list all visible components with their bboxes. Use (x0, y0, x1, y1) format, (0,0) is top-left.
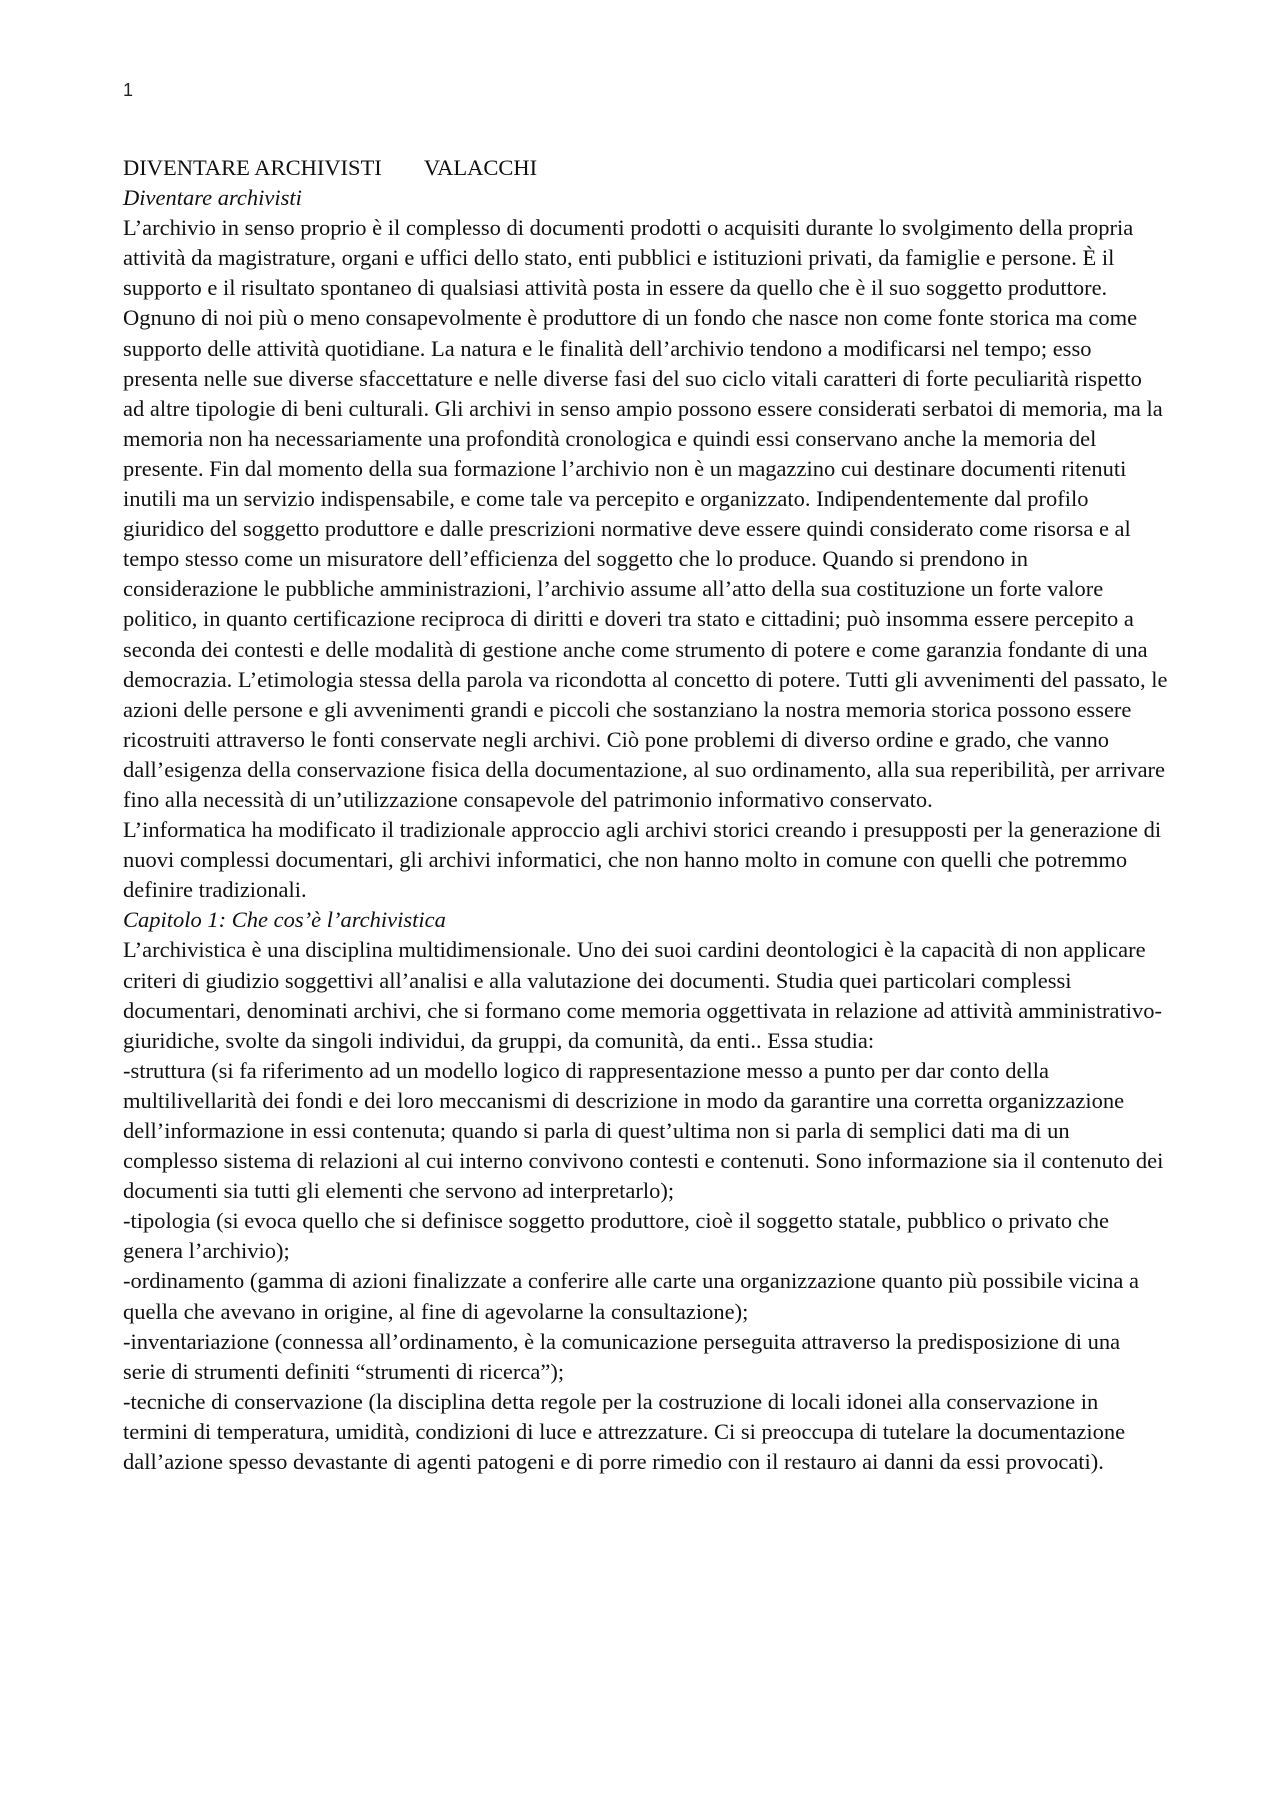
list-item: -tecniche di conservazione (la disciplina detta regole per la costruzione di locali idonei alla conservazione in termini di temperatura, umidità, condizioni di luce e attrezzature. Ci si preoccupa di tutelare la documentazione dall’azione spesso devastante di agenti patogeni e di porre rimedio con il restauro ai danni da essi provocati). (123, 1388, 1126, 1475)
paragraph: L’informatica ha modificato il tradizionale approccio agli archivi storici creando i presupposti per la generazione di nuovi complessi documentari, gli archivi informatici, che non hanno molto in comune con quelli che potremmo definire tradizionali. (123, 817, 1162, 903)
list-item: -struttura (si fa riferimento ad un modello logico di rappresentazione messo a punto per dar conto della multilivellarità dei fondi e dei loro meccanismi di descrizione in modo da garantire una corretta organizzazione dell’informazione in essi contenuta; quando si parla di quest’ultima non si parla di semplici dati ma di un complesso sistema di relazioni al cui interno convivono contesti e contenuti. Sono informazione sia il contenuto dei documenti sia tutti gli elementi che servono ad interpretarlo); (123, 1057, 1164, 1204)
paragraph: L’archivistica è una disciplina multidimensionale. Uno dei suoi cardini deontologici è la capacità di non applicare criteri di giudizio soggettivi all’analisi e alla valutazione dei documenti. Studia quei particolari complessi documentari, denominati archivi, che si formano come memoria oggettivata in relazione ad attività amministrativo-giuridiche, svolte da singoli individui, da gruppi, da comunità, da enti.. Essa studia: (123, 937, 1163, 1053)
document-body (123, 153, 1168, 1477)
document-title: DIVENTARE ARCHIVISTI (123, 155, 382, 180)
document-author: VALACCHI (423, 155, 538, 180)
document-heading (123, 153, 1168, 183)
list-item: -tipologia (si evoca quello che si definisce soggetto produttore, cioè il soggetto statale, pubblico o privato che genera l’archivio); (123, 1208, 1109, 1264)
page-number: 1 (123, 80, 134, 100)
list-item: -ordinamento (gamma di azioni finalizzate a conferire alle carte una organizzazione quanto più possibile vicina a quella che avevano in origine, al fine di agevolarne la consultazione); (123, 1268, 1140, 1324)
paragraph: L’archivio in senso proprio è il complesso di documenti prodotti o acquisiti durante lo svolgimento della propria attività da magistrature, organi e uffici dello stato, enti pubblici e istituzioni privati, da famiglie e persone. È il supporto e il risultato spontaneo di qualsiasi attività posta in essere da quello che è il suo soggetto produttore. Ognuno di noi più o meno consapevolmente è produttore di un fondo che nasce non come fonte storica ma come supporto delle attività quotidiane. La natura e le finalità dell’archivio tendono a modificarsi nel tempo; esso presenta nelle sue diverse sfaccettature e nelle diverse fasi del suo ciclo vitali caratteri di forte peculiarità rispetto ad altre tipologie di beni culturali. Gli archivi in senso ampio possono essere considerati serbatoi di memoria, ma la memoria non ha necessariamente una profondità cronologica e quindi essi conservano anche la memoria del presente. Fin dal momento della sua formazione l’archivio non è un magazzino cui destinare documenti ritenuti inutili ma un servizio indispensabile, e come tale va percepito e organizzato. Indipendentemente dal profilo giuridico del soggetto produttore e dalle prescrizioni normative deve essere quindi considerato come risorsa e al tempo stesso come un misuratore dell’efficienza del soggetto che lo produce. Quando si prendono in considerazione le pubbliche amministrazioni, l’archivio assume all’atto della sua costituzione un forte valore politico, in quanto certificazione reciproca di diritti e doveri tra stato e cittadini; può insomma essere percepito a seconda dei contesti e delle modalità di gestione anche come strumento di potere e come garanzia fondante di una democrazia. L’etimologia stessa della parola va ricondotta al concetto di potere. Tutti gli avvenimenti del passato, le azioni delle persone e gli avvenimenti grandi e piccoli che sostanziano la nostra memoria storica possono essere ricostruiti attraverso le fonti conservate negli archivi. Ciò pone problemi di diverso ordine e grado, che vanno dall’esigenza della conservazione fisica della documentazione, al suo ordinamento, alla sua reperibilità, per arrivare fino alla necessità di un’utilizzazione consapevole del patrimonio informativo conservato. (123, 215, 1168, 812)
list-item: -inventariazione (connessa all’ordinamento, è la comunicazione perseguita attraverso la predisposizione di una serie di strumenti definiti “strumenti di ricerca”); (123, 1328, 1121, 1384)
section-subtitle: Diventare archivisti (123, 185, 302, 211)
chapter-title: Capitolo 1: Che cos’è l’archivistica (123, 907, 446, 933)
